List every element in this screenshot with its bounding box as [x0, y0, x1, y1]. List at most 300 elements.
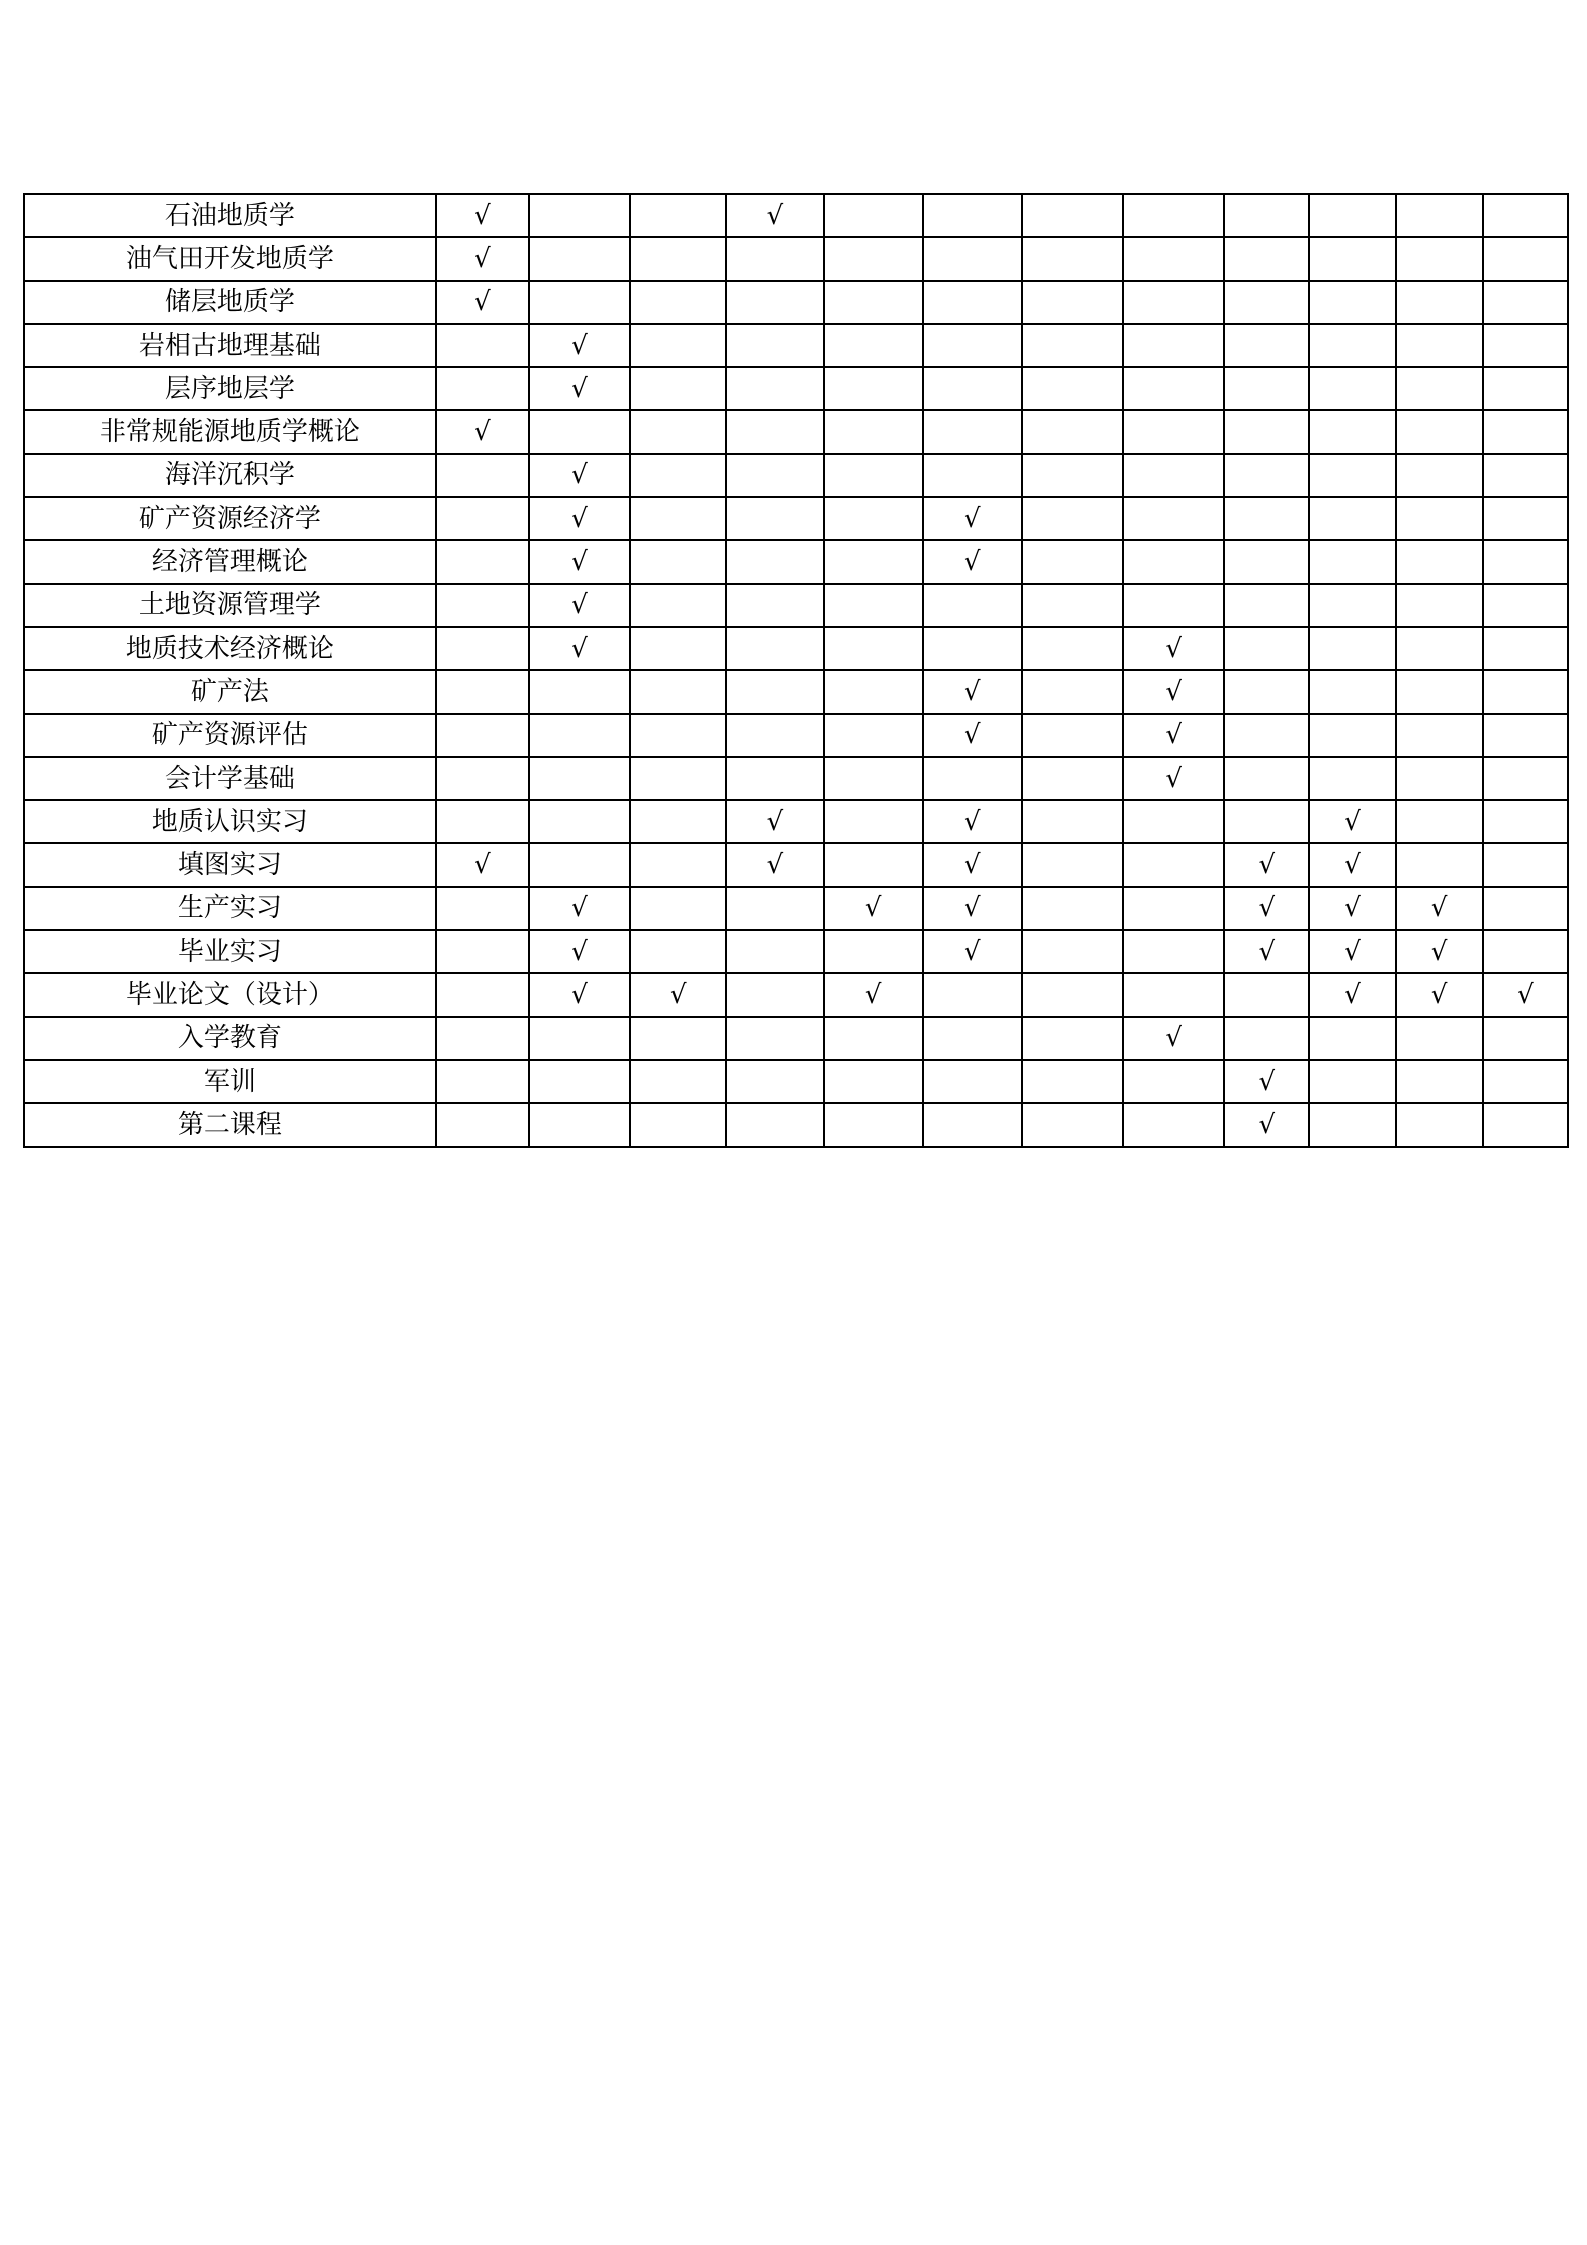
table-row	[24, 497, 1568, 540]
check-mark-cell: √	[1309, 930, 1395, 973]
empty-cell	[1309, 714, 1395, 757]
course-name-cell: 会计学基础	[24, 757, 436, 800]
table-row	[24, 281, 1568, 324]
check-mark-cell: √	[923, 843, 1022, 886]
check-mark-cell: √	[529, 540, 630, 583]
course-name-cell: 矿产资源经济学	[24, 497, 436, 540]
check-mark-cell: √	[726, 843, 823, 886]
check-mark-cell: √	[1224, 1060, 1309, 1103]
check-mark-cell: √	[436, 281, 529, 324]
empty-cell	[1396, 670, 1483, 713]
check-mark-cell: √	[529, 584, 630, 627]
empty-cell	[436, 670, 529, 713]
check-mark-cell: √	[726, 800, 823, 843]
empty-cell	[1022, 584, 1123, 627]
empty-cell	[824, 454, 923, 497]
empty-cell	[630, 627, 726, 670]
course-requirement-matrix	[23, 193, 1569, 1148]
check-mark-cell: √	[1224, 930, 1309, 973]
empty-cell	[923, 1103, 1022, 1146]
empty-cell	[436, 584, 529, 627]
empty-cell	[1483, 324, 1568, 367]
empty-cell	[726, 367, 823, 410]
empty-cell	[436, 497, 529, 540]
table-row	[24, 454, 1568, 497]
empty-cell	[630, 454, 726, 497]
check-mark-cell: √	[1224, 1103, 1309, 1146]
empty-cell	[630, 670, 726, 713]
empty-cell	[1022, 714, 1123, 757]
course-name-cell: 地质认识实习	[24, 800, 436, 843]
empty-cell	[824, 194, 923, 237]
check-mark-cell: √	[529, 930, 630, 973]
empty-cell	[436, 930, 529, 973]
table-row	[24, 973, 1568, 1016]
empty-cell	[1483, 930, 1568, 973]
table-row	[24, 930, 1568, 973]
course-name-cell: 岩相古地理基础	[24, 324, 436, 367]
empty-cell	[1309, 194, 1395, 237]
empty-cell	[529, 194, 630, 237]
empty-cell	[529, 843, 630, 886]
check-mark-cell: √	[1123, 714, 1224, 757]
table-row	[24, 887, 1568, 930]
check-mark-cell: √	[1309, 887, 1395, 930]
check-mark-cell: √	[1123, 757, 1224, 800]
check-mark-cell: √	[923, 540, 1022, 583]
check-mark-cell: √	[529, 497, 630, 540]
empty-cell	[1483, 194, 1568, 237]
empty-cell	[1483, 670, 1568, 713]
empty-cell	[630, 1060, 726, 1103]
empty-cell	[1022, 194, 1123, 237]
empty-cell	[436, 1017, 529, 1060]
empty-cell	[1224, 410, 1309, 453]
empty-cell	[1483, 1017, 1568, 1060]
empty-cell	[1022, 454, 1123, 497]
empty-cell	[436, 627, 529, 670]
check-mark-cell: √	[923, 930, 1022, 973]
empty-cell	[1224, 324, 1309, 367]
table-row	[24, 670, 1568, 713]
empty-cell	[923, 584, 1022, 627]
empty-cell	[630, 887, 726, 930]
course-name-cell: 非常规能源地质学概论	[24, 410, 436, 453]
empty-cell	[1123, 973, 1224, 1016]
empty-cell	[630, 324, 726, 367]
empty-cell	[529, 670, 630, 713]
check-mark-cell: √	[1123, 627, 1224, 670]
empty-cell	[1309, 670, 1395, 713]
check-mark-cell: √	[529, 324, 630, 367]
empty-cell	[923, 973, 1022, 1016]
empty-cell	[1224, 973, 1309, 1016]
empty-cell	[824, 367, 923, 410]
empty-cell	[630, 584, 726, 627]
empty-cell	[1224, 237, 1309, 280]
empty-cell	[1022, 367, 1123, 410]
check-mark-cell: √	[436, 194, 529, 237]
empty-cell	[1022, 410, 1123, 453]
empty-cell	[1483, 410, 1568, 453]
empty-cell	[1309, 367, 1395, 410]
empty-cell	[923, 757, 1022, 800]
empty-cell	[1396, 367, 1483, 410]
empty-cell	[726, 584, 823, 627]
empty-cell	[436, 454, 529, 497]
empty-cell	[923, 194, 1022, 237]
empty-cell	[1309, 540, 1395, 583]
table-row	[24, 843, 1568, 886]
empty-cell	[824, 800, 923, 843]
check-mark-cell: √	[923, 714, 1022, 757]
empty-cell	[1309, 1103, 1395, 1146]
empty-cell	[529, 237, 630, 280]
empty-cell	[824, 670, 923, 713]
empty-cell	[923, 1017, 1022, 1060]
check-mark-cell: √	[529, 454, 630, 497]
course-name-cell: 生产实习	[24, 887, 436, 930]
empty-cell	[1483, 1103, 1568, 1146]
empty-cell	[824, 1060, 923, 1103]
empty-cell	[1123, 194, 1224, 237]
check-mark-cell: √	[1123, 1017, 1224, 1060]
table-row	[24, 584, 1568, 627]
empty-cell	[1224, 454, 1309, 497]
empty-cell	[1123, 1103, 1224, 1146]
empty-cell	[923, 1060, 1022, 1103]
check-mark-cell: √	[529, 973, 630, 1016]
empty-cell	[1123, 584, 1224, 627]
check-mark-cell: √	[923, 670, 1022, 713]
check-mark-cell: √	[1396, 973, 1483, 1016]
empty-cell	[824, 410, 923, 453]
course-name-cell: 填图实习	[24, 843, 436, 886]
empty-cell	[529, 1060, 630, 1103]
course-name-cell: 地质技术经济概论	[24, 627, 436, 670]
empty-cell	[1123, 1060, 1224, 1103]
empty-cell	[1396, 757, 1483, 800]
empty-cell	[923, 410, 1022, 453]
empty-cell	[529, 281, 630, 324]
empty-cell	[726, 237, 823, 280]
empty-cell	[630, 1103, 726, 1146]
empty-cell	[1123, 497, 1224, 540]
empty-cell	[1022, 237, 1123, 280]
empty-cell	[1224, 714, 1309, 757]
empty-cell	[1123, 281, 1224, 324]
empty-cell	[630, 714, 726, 757]
empty-cell	[1309, 584, 1395, 627]
empty-cell	[1396, 1017, 1483, 1060]
empty-cell	[923, 627, 1022, 670]
empty-cell	[1224, 367, 1309, 410]
course-name-cell: 第二课程	[24, 1103, 436, 1146]
check-mark-cell: √	[1483, 973, 1568, 1016]
check-mark-cell: √	[436, 843, 529, 886]
empty-cell	[1224, 194, 1309, 237]
table-row	[24, 1060, 1568, 1103]
course-name-cell: 层序地层学	[24, 367, 436, 410]
empty-cell	[1396, 194, 1483, 237]
check-mark-cell: √	[1309, 800, 1395, 843]
empty-cell	[1396, 843, 1483, 886]
empty-cell	[824, 930, 923, 973]
empty-cell	[630, 497, 726, 540]
course-name-cell: 矿产法	[24, 670, 436, 713]
empty-cell	[436, 540, 529, 583]
empty-cell	[1396, 281, 1483, 324]
empty-cell	[1483, 1060, 1568, 1103]
empty-cell	[726, 670, 823, 713]
check-mark-cell: √	[1224, 843, 1309, 886]
empty-cell	[1224, 281, 1309, 324]
table-row	[24, 540, 1568, 583]
empty-cell	[726, 627, 823, 670]
table-row	[24, 714, 1568, 757]
empty-cell	[726, 930, 823, 973]
empty-cell	[1309, 497, 1395, 540]
course-name-cell: 油气田开发地质学	[24, 237, 436, 280]
empty-cell	[1396, 540, 1483, 583]
check-mark-cell: √	[436, 410, 529, 453]
empty-cell	[630, 540, 726, 583]
empty-cell	[726, 1060, 823, 1103]
empty-cell	[1022, 540, 1123, 583]
empty-cell	[529, 1017, 630, 1060]
check-mark-cell: √	[923, 497, 1022, 540]
empty-cell	[630, 843, 726, 886]
empty-cell	[529, 757, 630, 800]
empty-cell	[1022, 497, 1123, 540]
empty-cell	[1396, 800, 1483, 843]
table-row	[24, 194, 1568, 237]
check-mark-cell: √	[1396, 930, 1483, 973]
empty-cell	[824, 1017, 923, 1060]
empty-cell	[436, 973, 529, 1016]
empty-cell	[1022, 1017, 1123, 1060]
empty-cell	[630, 757, 726, 800]
check-mark-cell: √	[824, 887, 923, 930]
empty-cell	[1396, 410, 1483, 453]
course-name-cell: 毕业论文（设计）	[24, 973, 436, 1016]
empty-cell	[630, 194, 726, 237]
empty-cell	[726, 281, 823, 324]
empty-cell	[824, 540, 923, 583]
empty-cell	[1022, 627, 1123, 670]
table-row	[24, 1103, 1568, 1146]
empty-cell	[1224, 1017, 1309, 1060]
empty-cell	[824, 237, 923, 280]
empty-cell	[1396, 627, 1483, 670]
empty-cell	[630, 281, 726, 324]
table-row	[24, 627, 1568, 670]
course-name-cell: 石油地质学	[24, 194, 436, 237]
empty-cell	[630, 410, 726, 453]
empty-cell	[824, 497, 923, 540]
empty-cell	[824, 1103, 923, 1146]
empty-cell	[824, 584, 923, 627]
check-mark-cell: √	[529, 887, 630, 930]
empty-cell	[1123, 410, 1224, 453]
table-row	[24, 367, 1568, 410]
empty-cell	[824, 757, 923, 800]
check-mark-cell: √	[1224, 887, 1309, 930]
empty-cell	[726, 887, 823, 930]
empty-cell	[1483, 237, 1568, 280]
empty-cell	[1483, 540, 1568, 583]
empty-cell	[1483, 800, 1568, 843]
course-name-cell: 经济管理概论	[24, 540, 436, 583]
empty-cell	[436, 324, 529, 367]
empty-cell	[1123, 237, 1224, 280]
empty-cell	[1483, 843, 1568, 886]
empty-cell	[1022, 887, 1123, 930]
empty-cell	[1396, 454, 1483, 497]
empty-cell	[1022, 1103, 1123, 1146]
empty-cell	[436, 367, 529, 410]
empty-cell	[1396, 584, 1483, 627]
check-mark-cell: √	[824, 973, 923, 1016]
empty-cell	[529, 800, 630, 843]
empty-cell	[1123, 540, 1224, 583]
empty-cell	[436, 1060, 529, 1103]
empty-cell	[1224, 757, 1309, 800]
empty-cell	[923, 367, 1022, 410]
empty-cell	[1022, 973, 1123, 1016]
empty-cell	[529, 714, 630, 757]
matrix-body	[24, 194, 1568, 1147]
empty-cell	[726, 454, 823, 497]
empty-cell	[1309, 410, 1395, 453]
table-row	[24, 410, 1568, 453]
empty-cell	[1123, 930, 1224, 973]
empty-cell	[1123, 367, 1224, 410]
empty-cell	[1483, 281, 1568, 324]
empty-cell	[1483, 887, 1568, 930]
empty-cell	[1483, 454, 1568, 497]
empty-cell	[1396, 324, 1483, 367]
empty-cell	[1483, 627, 1568, 670]
course-name-cell: 毕业实习	[24, 930, 436, 973]
empty-cell	[630, 1017, 726, 1060]
empty-cell	[630, 367, 726, 410]
empty-cell	[1483, 367, 1568, 410]
empty-cell	[1309, 281, 1395, 324]
empty-cell	[630, 237, 726, 280]
empty-cell	[726, 497, 823, 540]
empty-cell	[1396, 1060, 1483, 1103]
empty-cell	[1224, 497, 1309, 540]
empty-cell	[1022, 930, 1123, 973]
empty-cell	[1123, 887, 1224, 930]
course-name-cell: 军训	[24, 1060, 436, 1103]
course-name-cell: 矿产资源评估	[24, 714, 436, 757]
check-mark-cell: √	[1123, 670, 1224, 713]
empty-cell	[1483, 584, 1568, 627]
empty-cell	[1123, 843, 1224, 886]
empty-cell	[1224, 800, 1309, 843]
course-name-cell: 储层地质学	[24, 281, 436, 324]
empty-cell	[1309, 237, 1395, 280]
empty-cell	[1022, 670, 1123, 713]
empty-cell	[1123, 324, 1224, 367]
check-mark-cell: √	[1309, 973, 1395, 1016]
empty-cell	[726, 410, 823, 453]
empty-cell	[630, 930, 726, 973]
table-row	[24, 757, 1568, 800]
empty-cell	[1396, 237, 1483, 280]
empty-cell	[1224, 540, 1309, 583]
empty-cell	[1309, 627, 1395, 670]
check-mark-cell: √	[630, 973, 726, 1016]
empty-cell	[923, 237, 1022, 280]
table-row	[24, 800, 1568, 843]
empty-cell	[436, 1103, 529, 1146]
empty-cell	[923, 281, 1022, 324]
empty-cell	[726, 540, 823, 583]
empty-cell	[1309, 757, 1395, 800]
empty-cell	[1022, 800, 1123, 843]
empty-cell	[824, 324, 923, 367]
empty-cell	[529, 410, 630, 453]
check-mark-cell: √	[923, 887, 1022, 930]
check-mark-cell: √	[436, 237, 529, 280]
empty-cell	[824, 714, 923, 757]
course-name-cell: 土地资源管理学	[24, 584, 436, 627]
table-row	[24, 237, 1568, 280]
empty-cell	[1224, 584, 1309, 627]
empty-cell	[1224, 627, 1309, 670]
check-mark-cell: √	[1309, 843, 1395, 886]
empty-cell	[1309, 1060, 1395, 1103]
empty-cell	[1483, 714, 1568, 757]
empty-cell	[1224, 670, 1309, 713]
empty-cell	[1123, 800, 1224, 843]
empty-cell	[1309, 324, 1395, 367]
empty-cell	[824, 281, 923, 324]
check-mark-cell: √	[529, 627, 630, 670]
empty-cell	[436, 757, 529, 800]
empty-cell	[1022, 1060, 1123, 1103]
empty-cell	[630, 800, 726, 843]
course-name-cell: 入学教育	[24, 1017, 436, 1060]
empty-cell	[1123, 454, 1224, 497]
check-mark-cell: √	[726, 194, 823, 237]
empty-cell	[1022, 757, 1123, 800]
table-row	[24, 1017, 1568, 1060]
check-mark-cell: √	[1396, 887, 1483, 930]
empty-cell	[923, 454, 1022, 497]
empty-cell	[529, 1103, 630, 1146]
empty-cell	[726, 1017, 823, 1060]
empty-cell	[1396, 714, 1483, 757]
check-mark-cell: √	[923, 800, 1022, 843]
empty-cell	[436, 800, 529, 843]
empty-cell	[1022, 324, 1123, 367]
empty-cell	[726, 714, 823, 757]
empty-cell	[726, 1103, 823, 1146]
check-mark-cell: √	[529, 367, 630, 410]
empty-cell	[726, 757, 823, 800]
empty-cell	[923, 324, 1022, 367]
empty-cell	[1483, 497, 1568, 540]
empty-cell	[824, 843, 923, 886]
empty-cell	[436, 887, 529, 930]
empty-cell	[1309, 1017, 1395, 1060]
empty-cell	[1396, 497, 1483, 540]
empty-cell	[1396, 1103, 1483, 1146]
